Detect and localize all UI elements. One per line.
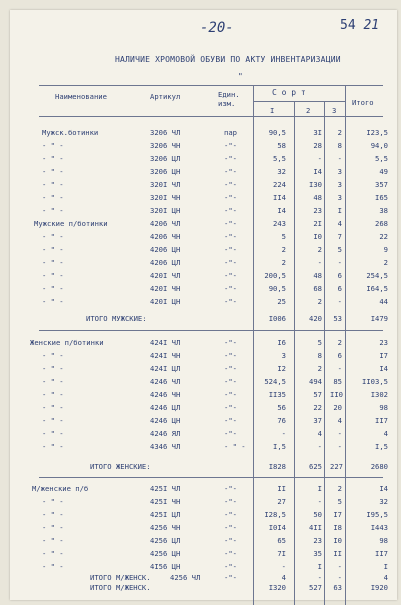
- row-sort1: 5: [281, 232, 286, 241]
- row-total: II7: [375, 549, 388, 558]
- row-sort2: 2I: [313, 219, 322, 228]
- row-name: - " -: [42, 351, 64, 360]
- row-total: 2: [383, 258, 388, 267]
- row-name: - " -: [42, 154, 64, 163]
- table-row: [10, 416, 397, 428]
- row-total: 9: [383, 245, 388, 254]
- total-women-row: [10, 462, 397, 474]
- col-header-total: Итого: [352, 98, 374, 107]
- row-article: 420I ЧЛ: [150, 271, 181, 280]
- table-row: [10, 128, 397, 140]
- row-article: 424I ЧН: [150, 351, 181, 360]
- row-sort3: II: [333, 549, 342, 558]
- row-sort2: 35: [313, 549, 322, 558]
- row-article: 425I ЧН: [150, 497, 181, 506]
- row-sort1: I28,5: [264, 510, 286, 519]
- row-sort3: 8: [337, 141, 342, 150]
- col-header-name: Наименование: [55, 92, 107, 101]
- row-unit: -"-: [224, 219, 237, 228]
- row-article: 3206 ЧЛ: [150, 128, 181, 137]
- row-total: 44: [379, 297, 388, 306]
- total-sort3: 63: [333, 583, 342, 592]
- row-article: 4246 ЦЛ: [150, 403, 181, 412]
- row-sort3: -: [337, 429, 342, 438]
- row-sort1: I6: [277, 338, 286, 347]
- overtyped-total: 4: [383, 573, 388, 582]
- row-sort1: I2: [277, 364, 286, 373]
- table-row: [10, 245, 397, 257]
- total-men-row: [10, 314, 397, 326]
- row-total: 98: [379, 403, 388, 412]
- row-sort3: 5: [337, 245, 342, 254]
- row-total: 4: [383, 429, 388, 438]
- overtyped-sort1: 4: [281, 573, 286, 582]
- row-unit: -"-: [224, 297, 237, 306]
- row-total: I23,5: [366, 128, 388, 137]
- row-article: 4256 ЦН: [150, 549, 181, 558]
- row-total: I443: [370, 523, 388, 532]
- row-sort3: 6: [337, 351, 342, 360]
- row-article: 3206 ЧН: [150, 141, 181, 150]
- col-header-sort2: 2: [306, 106, 311, 115]
- row-sort2: -: [317, 258, 322, 267]
- row-unit: -"-: [224, 510, 237, 519]
- table-row: [10, 297, 397, 309]
- row-sort3: 3: [337, 193, 342, 202]
- row-sort2: 494: [309, 377, 322, 386]
- table-row: [10, 536, 397, 548]
- row-sort2: 23: [313, 536, 322, 545]
- row-sort3: I: [337, 206, 342, 215]
- row-sort3: 2: [337, 338, 342, 347]
- row-sort3: -: [337, 364, 342, 373]
- row-sort1: -: [281, 429, 286, 438]
- row-name: - " -: [42, 167, 64, 176]
- row-sort1: 5,5: [273, 154, 286, 163]
- row-unit: -"-: [224, 154, 237, 163]
- table-row: [10, 193, 397, 205]
- row-name: - " -: [42, 258, 64, 267]
- row-sort3: 85: [333, 377, 342, 386]
- row-sort2: 48: [313, 271, 322, 280]
- row-sort2: 5: [317, 338, 322, 347]
- row-name: - " -: [42, 416, 64, 425]
- row-sort2: 48: [313, 193, 322, 202]
- row-total: I95,5: [366, 510, 388, 519]
- table-row: [10, 377, 397, 389]
- row-name: Мужские п/ботинки: [34, 219, 108, 228]
- row-article: 425I ЦЛ: [150, 510, 181, 519]
- row-name: М/женские п/б: [32, 484, 89, 493]
- row-total: 38: [379, 206, 388, 215]
- row-sort1: 25: [277, 297, 286, 306]
- row-name: - " -: [42, 429, 64, 438]
- row-sort2: 57: [313, 390, 322, 399]
- total-label: ИТОГО ЖЕНСКИЕ:: [90, 462, 151, 471]
- table-row: [10, 510, 397, 522]
- row-name: - " -: [42, 297, 64, 306]
- row-total: II03,5: [362, 377, 388, 386]
- row-article: 3206 ЦЛ: [150, 154, 181, 163]
- row-name: - " -: [42, 497, 64, 506]
- col-header-sort1: I: [270, 106, 275, 115]
- row-sort2: 4: [317, 429, 322, 438]
- total-total: I479: [370, 314, 388, 323]
- table-row: [10, 271, 397, 283]
- table-row: [10, 549, 397, 561]
- row-sort2: I0: [313, 232, 322, 241]
- row-sort1: -: [281, 562, 286, 571]
- row-unit: -"-: [224, 536, 237, 545]
- row-article: 4246 ЧЛ: [150, 377, 181, 386]
- document-page: [10, 10, 397, 600]
- row-total: I65: [375, 193, 388, 202]
- row-sort2: 4II: [309, 523, 322, 532]
- row-total: I302: [370, 390, 388, 399]
- row-sort3: 2: [337, 128, 342, 137]
- row-name: - " -: [42, 364, 64, 373]
- row-sort1: 27: [277, 497, 286, 506]
- row-name: - " -: [42, 510, 64, 519]
- row-total: 254,5: [366, 271, 388, 280]
- table-row: [10, 258, 397, 270]
- row-sort3: -: [337, 442, 342, 451]
- row-name: - " -: [42, 232, 64, 241]
- row-sort2: I30: [309, 180, 322, 189]
- row-sort2: -: [317, 442, 322, 451]
- total-label: ИТОГО М/ЖЕНСК.: [90, 583, 151, 592]
- row-sort1: 76: [277, 416, 286, 425]
- row-article: 425I ЧЛ: [150, 484, 181, 493]
- row-name: - " -: [42, 403, 64, 412]
- overtyped-label: ИТОГО М/ЖЕНСК.: [90, 573, 151, 582]
- row-sort1: II35: [268, 390, 286, 399]
- row-sort3: 4: [337, 219, 342, 228]
- row-name: - " -: [42, 245, 64, 254]
- row-sort2: I: [317, 484, 322, 493]
- row-article: 4206 ЦН: [150, 245, 181, 254]
- row-sort1: 2: [281, 245, 286, 254]
- total-sort3: 53: [333, 314, 342, 323]
- row-sort1: 224: [273, 180, 286, 189]
- table-row: [10, 232, 397, 244]
- row-unit: -"-: [224, 549, 237, 558]
- row-sort1: I0I4: [268, 523, 286, 532]
- total-total: I920: [370, 583, 388, 592]
- row-sort1: II: [277, 484, 286, 493]
- row-total: I4: [379, 364, 388, 373]
- row-article: 4206 ЦЛ: [150, 258, 181, 267]
- overtyped-unit: -"-: [224, 573, 237, 582]
- total-sort1: I320: [268, 583, 286, 592]
- row-sort3: II0: [330, 390, 343, 399]
- row-article: 320I ЧЛ: [150, 180, 181, 189]
- total-sort3: 227: [330, 462, 343, 471]
- row-unit: -"-: [224, 562, 237, 571]
- row-total: I: [383, 562, 388, 571]
- row-sort1: 243: [273, 219, 286, 228]
- row-article: 420I ЦН: [150, 297, 181, 306]
- row-article: 3206 ЦН: [150, 167, 181, 176]
- row-unit: -"-: [224, 403, 237, 412]
- table-row: [10, 219, 397, 231]
- row-sort1: 58: [277, 141, 286, 150]
- table-row: [10, 154, 397, 166]
- row-sort1: 90,5: [268, 284, 286, 293]
- row-unit: -"-: [224, 180, 237, 189]
- row-sort3: I0: [333, 536, 342, 545]
- row-name: - " -: [42, 523, 64, 532]
- row-sort2: 8: [317, 351, 322, 360]
- total-label: ИТОГО МУЖСКИЕ:: [86, 314, 147, 323]
- row-name: - " -: [42, 549, 64, 558]
- table-row: [10, 523, 397, 535]
- total-mw-row: [10, 583, 397, 595]
- table-row: [10, 390, 397, 402]
- table-row: [10, 141, 397, 153]
- section-rule: [39, 330, 383, 331]
- row-total: 23: [379, 338, 388, 347]
- row-sort3: 7: [337, 232, 342, 241]
- row-name: - " -: [42, 141, 64, 150]
- row-name: - " -: [42, 271, 64, 280]
- table-row: [10, 351, 397, 363]
- row-sort3: -: [337, 154, 342, 163]
- table-row: [10, 180, 397, 192]
- title-tick: ": [238, 72, 243, 81]
- sheet-number: -20-: [200, 20, 234, 36]
- row-article: 4246 ЧН: [150, 390, 181, 399]
- row-total: I4: [379, 484, 388, 493]
- row-unit: -"-: [224, 245, 237, 254]
- row-sort1: 7I: [277, 549, 286, 558]
- row-sort2: 3I: [313, 128, 322, 137]
- row-sort2: 2: [317, 364, 322, 373]
- row-name: - " -: [42, 284, 64, 293]
- row-unit: -"-: [224, 193, 237, 202]
- row-sort1: 2: [281, 258, 286, 267]
- table-row: [10, 442, 397, 454]
- row-sort3: 6: [337, 284, 342, 293]
- row-unit: -"-: [224, 416, 237, 425]
- overtyped-sort3: -: [337, 573, 342, 582]
- row-sort3: I7: [333, 510, 342, 519]
- row-sort2: 22: [313, 403, 322, 412]
- table-row: [10, 484, 397, 496]
- row-article: 4206 ЧЛ: [150, 219, 181, 228]
- total-sort2: 527: [309, 583, 322, 592]
- table-row: [10, 403, 397, 415]
- row-unit: пар: [224, 128, 237, 137]
- row-article: 424I ЦЛ: [150, 364, 181, 373]
- row-article: 320I ЧН: [150, 193, 181, 202]
- total-sort2: 625: [309, 462, 322, 471]
- section-rule: [39, 477, 383, 478]
- row-sort2: I4: [313, 167, 322, 176]
- row-sort3: 6: [337, 271, 342, 280]
- row-article: 420I ЧН: [150, 284, 181, 293]
- row-sort2: 37: [313, 416, 322, 425]
- row-sort1: 524,5: [264, 377, 286, 386]
- table-row: [10, 429, 397, 441]
- row-unit: -"-: [224, 338, 237, 347]
- row-sort3: 2: [337, 484, 342, 493]
- row-total: 49: [379, 167, 388, 176]
- page-number: [340, 18, 379, 33]
- table-row: [10, 167, 397, 179]
- sort-subheader-rule: [253, 101, 345, 102]
- row-article: 4246 ЯЛ: [150, 429, 181, 438]
- row-name: - " -: [42, 390, 64, 399]
- row-article: 4346 ЧЛ: [150, 442, 181, 451]
- row-sort2: 23: [313, 206, 322, 215]
- row-unit: -"-: [224, 206, 237, 215]
- row-article: 424I ЧЛ: [150, 338, 181, 347]
- table-header-rule: [39, 116, 383, 117]
- row-name: Мужск.ботинки: [42, 128, 99, 137]
- row-sort1: II4: [273, 193, 286, 202]
- row-unit: -"-: [224, 484, 237, 493]
- row-unit: -"-: [224, 390, 237, 399]
- row-unit: -"-: [224, 523, 237, 532]
- page-number-main: 54: [340, 18, 356, 33]
- row-unit: -"-: [224, 258, 237, 267]
- row-name: - " -: [42, 536, 64, 545]
- row-sort3: 5: [337, 497, 342, 506]
- row-unit: -"-: [224, 167, 237, 176]
- row-unit: - " -: [224, 442, 246, 451]
- row-total: I7: [379, 351, 388, 360]
- row-sort3: -: [337, 258, 342, 267]
- page-number-alt: 21: [363, 18, 380, 33]
- row-sort1: 32: [277, 167, 286, 176]
- overtyped-sort2: -: [317, 573, 322, 582]
- row-sort1: 3: [281, 351, 286, 360]
- row-sort3: 3: [337, 180, 342, 189]
- total-sort1: I006: [268, 314, 286, 323]
- row-total: II7: [375, 416, 388, 425]
- row-name: Женские п/ботинки: [30, 338, 104, 347]
- row-sort1: 200,5: [264, 271, 286, 280]
- table-row: [10, 206, 397, 218]
- row-sort2: -: [317, 497, 322, 506]
- row-sort2: 2: [317, 245, 322, 254]
- row-total: I,5: [375, 442, 388, 451]
- row-sort3: I8: [333, 523, 342, 532]
- row-article: 4256 ЧН: [150, 523, 181, 532]
- row-article: 320I ЦН: [150, 206, 181, 215]
- row-name: - " -: [42, 180, 64, 189]
- row-total: 94,0: [370, 141, 388, 150]
- row-sort1: 65: [277, 536, 286, 545]
- row-unit: -"-: [224, 497, 237, 506]
- row-sort1: I4: [277, 206, 286, 215]
- row-unit: -"-: [224, 232, 237, 241]
- row-unit: -"-: [224, 271, 237, 280]
- row-sort3: -: [337, 297, 342, 306]
- row-sort3: 20: [333, 403, 342, 412]
- row-total: I64,5: [366, 284, 388, 293]
- table-row: [10, 364, 397, 376]
- row-unit: -"-: [224, 141, 237, 150]
- row-sort2: 68: [313, 284, 322, 293]
- row-sort1: 90,5: [268, 128, 286, 137]
- row-sort2: 28: [313, 141, 322, 150]
- row-sort3: 4: [337, 416, 342, 425]
- table-row: [10, 284, 397, 296]
- total-sort2: 420: [309, 314, 322, 323]
- row-article: 4256 ЦЛ: [150, 536, 181, 545]
- col-header-sort: С о р т: [272, 88, 306, 97]
- row-name: - " -: [42, 442, 64, 451]
- row-article: 4206 ЧН: [150, 232, 181, 241]
- row-name: - " -: [42, 562, 64, 571]
- row-unit: -"-: [224, 377, 237, 386]
- col-header-sort3: 3: [332, 106, 337, 115]
- total-total: 2680: [370, 462, 388, 471]
- total-sort1: I828: [268, 462, 286, 471]
- row-sort1: 56: [277, 403, 286, 412]
- row-sort2: I: [317, 562, 322, 571]
- row-name: - " -: [42, 193, 64, 202]
- row-unit: -"-: [224, 284, 237, 293]
- overtyped-article: 4256 ЧЛ: [170, 573, 201, 582]
- row-sort2: -: [317, 154, 322, 163]
- table-row: [10, 497, 397, 509]
- row-total: 98: [379, 536, 388, 545]
- row-sort1: I,5: [273, 442, 286, 451]
- document-title: НАЛИЧИЕ ХРОМОВОЙ ОБУВИ ПО АКТУ ИНВЕНТАРИЗАЦИИ: [115, 55, 341, 64]
- col-header-unit: Един. изм.: [218, 90, 240, 108]
- row-sort2: 50: [313, 510, 322, 519]
- row-unit: -"-: [224, 429, 237, 438]
- row-total: 22: [379, 232, 388, 241]
- row-total: 32: [379, 497, 388, 506]
- row-name: - " -: [42, 377, 64, 386]
- row-total: 268: [375, 219, 388, 228]
- row-article: 4246 ЦН: [150, 416, 181, 425]
- row-name: - " -: [42, 206, 64, 215]
- col-header-article: Артикул: [150, 92, 181, 101]
- row-article: 4I56 ЦН: [150, 562, 181, 571]
- row-total: 357: [375, 180, 388, 189]
- row-sort3: 3: [337, 167, 342, 176]
- row-unit: -"-: [224, 364, 237, 373]
- row-unit: -"-: [224, 351, 237, 360]
- table-top-rule: [39, 85, 383, 86]
- table-row: [10, 338, 397, 350]
- row-sort2: 2: [317, 297, 322, 306]
- row-total: 5,5: [375, 154, 388, 163]
- row-sort3: -: [337, 562, 342, 571]
